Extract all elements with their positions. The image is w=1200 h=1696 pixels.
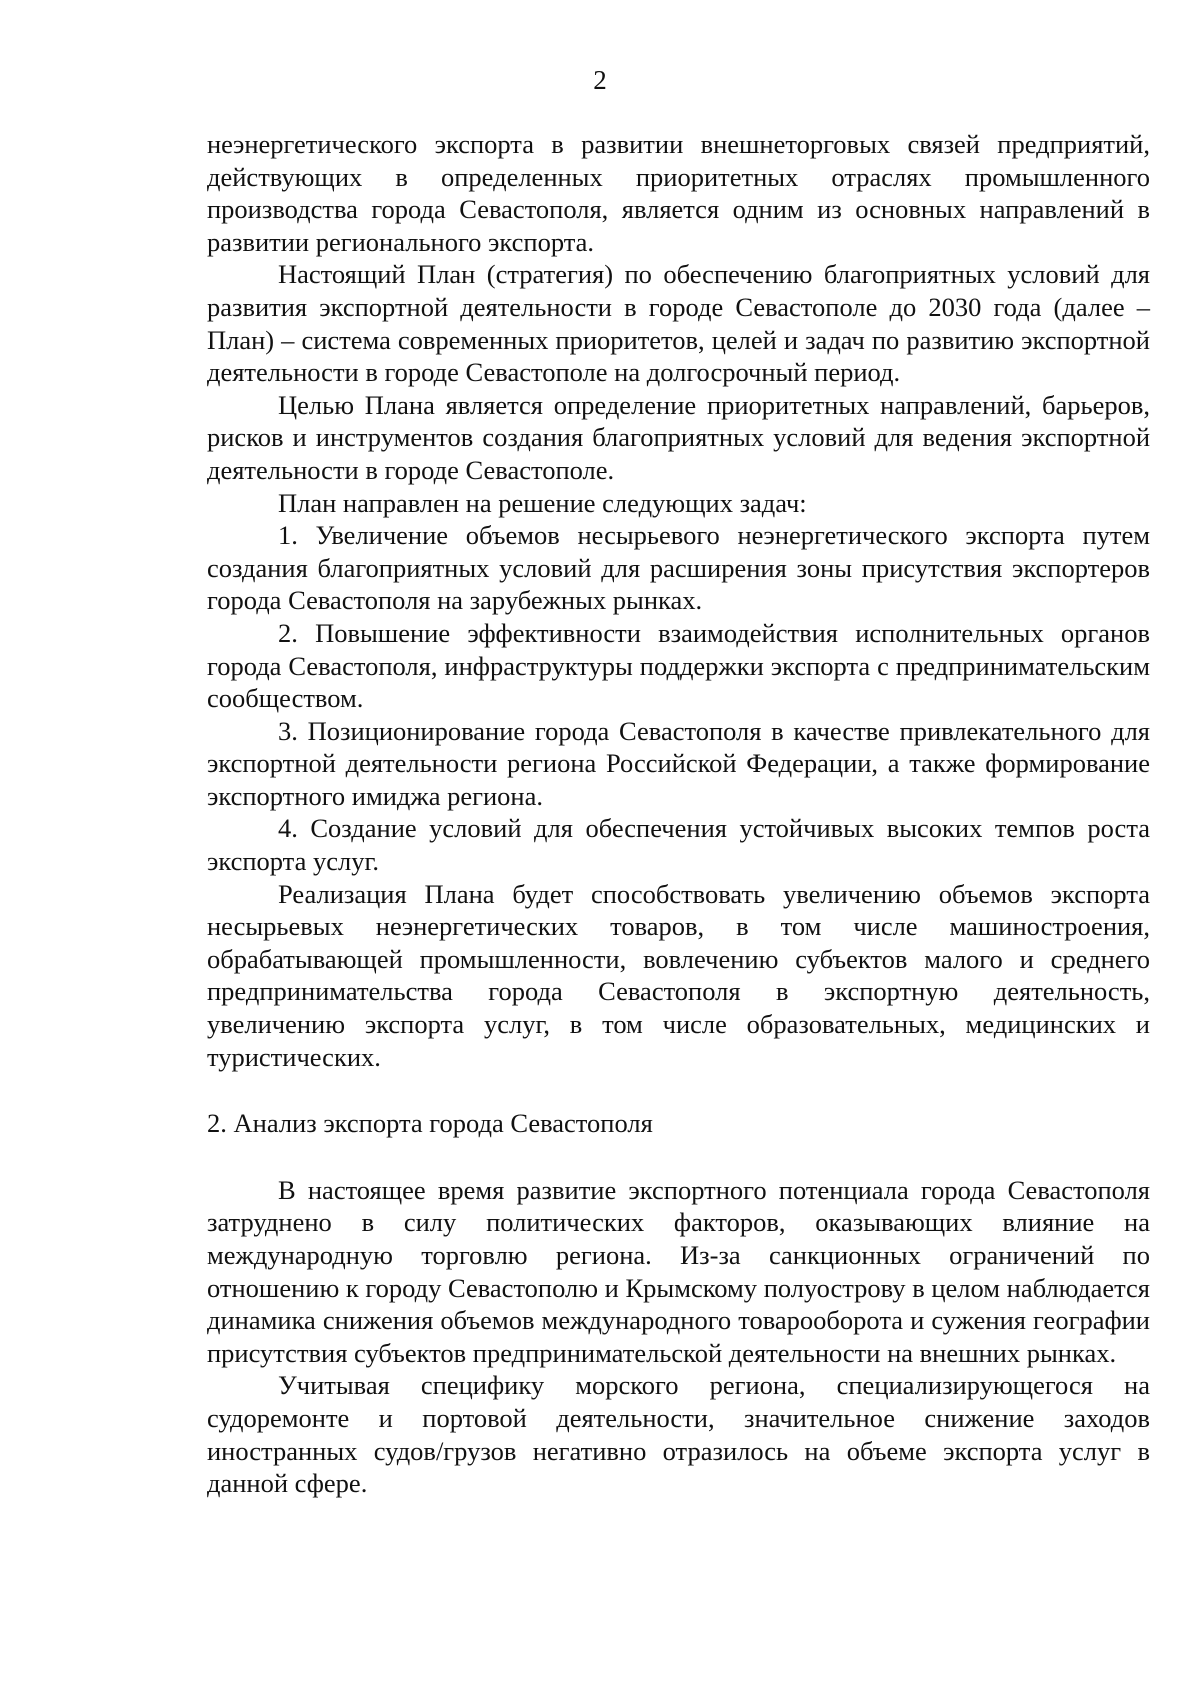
list-item-task-4: 4. Создание условий для обеспечения устойчивых высоких темпов роста экспорта услуг. xyxy=(207,813,1150,877)
paragraph-tasks-intro: План направлен на решение следующих задач: xyxy=(278,487,807,518)
paragraph-continuation: неэнергетического экспорта в развитии внешнеторговых связей предприятий, действующих в определенных приоритетных отраслях промышленного производства города Севастополя, является одним из основных направлений в развитии регионального экспорта. xyxy=(207,129,1150,257)
paragraph-plan-definition: Настоящий План (стратегия) по обеспечению благоприятных условий для развития экспортной деятельности в городе Севастополе до 2030 года (далее – План) – система современных приоритетов, целей и задач по развитию экспортной деятельности в городе Севастополе на долгосрочный период. xyxy=(207,259,1150,388)
paragraph-export-analysis: В настоящее время развитие экспортного потенциала города Севастополя затруднено в силу политических факторов, оказывающих влияние на международную торговлю региона. Из-за санкционных ограничений по отношению к городу Севастополю и Крымскому полуострову в целом наблюдается динамика снижения объемов международного товарооборота и сужения географии присутствия субъектов предпринимательской деятельности на внешних рынках. xyxy=(207,1174,1150,1368)
document-body xyxy=(207,128,1150,1500)
paragraph-plan-results: Реализация Плана будет способствовать увеличению объемов экспорта несырьевых неэнергетических товаров, в том числе машиностроения, обрабатывающей промышленности, вовлечению субъектов малого и среднего предпринимательства города Севастополя в экспортную деятельность, увеличению экспорта услуг, в том числе образовательных, медицинских и туристических. xyxy=(207,878,1150,1072)
section-heading: 2. Анализ экспорта города Севастополя xyxy=(207,1108,653,1139)
list-item-task-3: 3. Позиционирование города Севастополя в качестве привлекательного для экспортной деятельности региона Российской Федерации, а также формирование экспортного имиджа региона. xyxy=(207,715,1150,811)
paragraph-plan-goal: Целью Плана является определение приоритетных направлений, барьеров, рисков и инструментов создания благоприятных условий для ведения экспортной деятельности в городе Севастополе. xyxy=(207,389,1150,485)
list-item-task-1: 1. Увеличение объемов несырьевого неэнергетического экспорта путем создания благоприятных условий для расширения зоны присутствия экспортеров города Севастополя на зарубежных рынках. xyxy=(207,520,1150,616)
paragraph-maritime-region: Учитывая специфику морского региона, специализирующегося на судоремонте и портовой деятельности, значительное снижение заходов иностранных судов/грузов негативно отразилось на объеме экспорта услуг в данной сфере. xyxy=(207,1370,1150,1499)
page-number: 2 xyxy=(593,65,607,95)
list-item-task-2: 2. Повышение эффективности взаимодействия исполнительных органов города Севастополя, инфраструктуры поддержки экспорта с предпринимательским сообществом. xyxy=(207,617,1150,714)
